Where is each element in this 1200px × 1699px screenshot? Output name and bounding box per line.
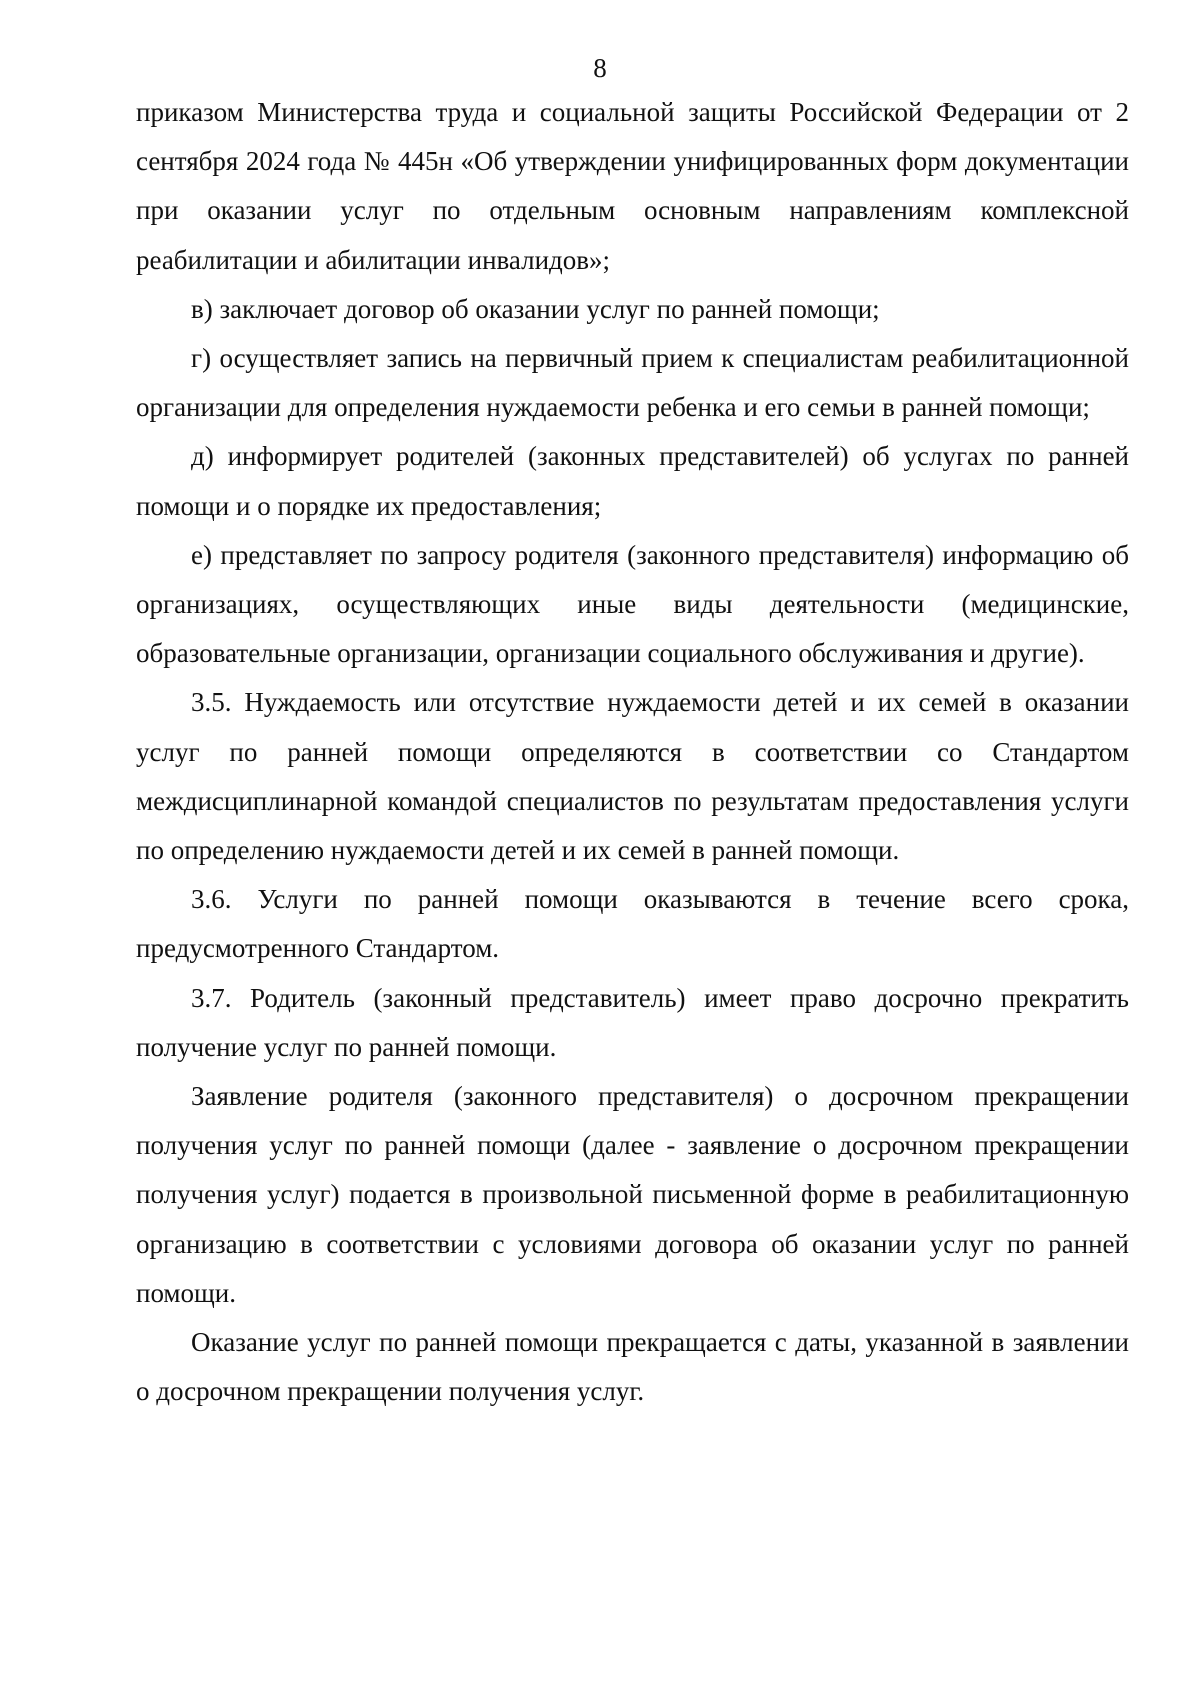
paragraph-item-e: е) представляет по запросу родителя (законного представителя) информацию об организациях, осуществляющих иные виды деятельности (медицинские, образовательные организации, организации социального обслуживания и другие). xyxy=(136,539,1129,669)
paragraph-3-6: 3.6. Услуги по ранней помощи оказываются в течение всего срока, предусмотренного Стандартом. xyxy=(136,884,1129,964)
paragraph-order-reference: приказом Министерства труда и социальной защиты Российской Федерации от 2 сентября 2024 года № 445н «Об утверждении унифицированных форм документации при оказании услуг по отдельным основным направлениям комплексной реабилитации и абилитации инвалидов»; xyxy=(136,97,1129,275)
paragraph-item-d: д) информирует родителей (законных представителей) об услугах по ранней помощи и о порядке их предоставления; xyxy=(136,441,1129,521)
paragraph-item-v: в) заключает договор об оказании услуг по ранней помощи; xyxy=(191,293,880,324)
paragraph-3-5: 3.5. Нуждаемость или отсутствие нуждаемости детей и их семей в оказании услуг по ранней помощи определяются в соответствии со Стандартом междисциплинарной командой специалистов по результатам предоставления услуги по определению нуждаемости детей и их семей в ранней помощи. xyxy=(136,687,1129,866)
page-number: 8 xyxy=(593,53,607,83)
paragraph-3-7: 3.7. Родитель (законный представитель) имеет право досрочно прекратить получение услуг по ранней помощи. xyxy=(136,982,1129,1062)
paragraph-item-g: г) осуществляет запись на первичный прием к специалистам реабилитационной организации для определения нуждаемости ребенка и его семьи в ранней помощи; xyxy=(136,343,1129,423)
document-body xyxy=(136,88,1129,1416)
paragraph-application: Заявление родителя (законного представителя) о досрочном прекращении получения услуг по ранней помощи (далее - заявление о досрочном прекращении получения услуг) подается в произвольной письменной форме в реабилитационную организацию в соответствии с условиями договора об оказании услуг по ранней помощи. xyxy=(136,1081,1129,1308)
paragraph-termination: Оказание услуг по ранней помощи прекращается с даты, указанной в заявлении о досрочном прекращении получения услуг. xyxy=(136,1327,1129,1407)
